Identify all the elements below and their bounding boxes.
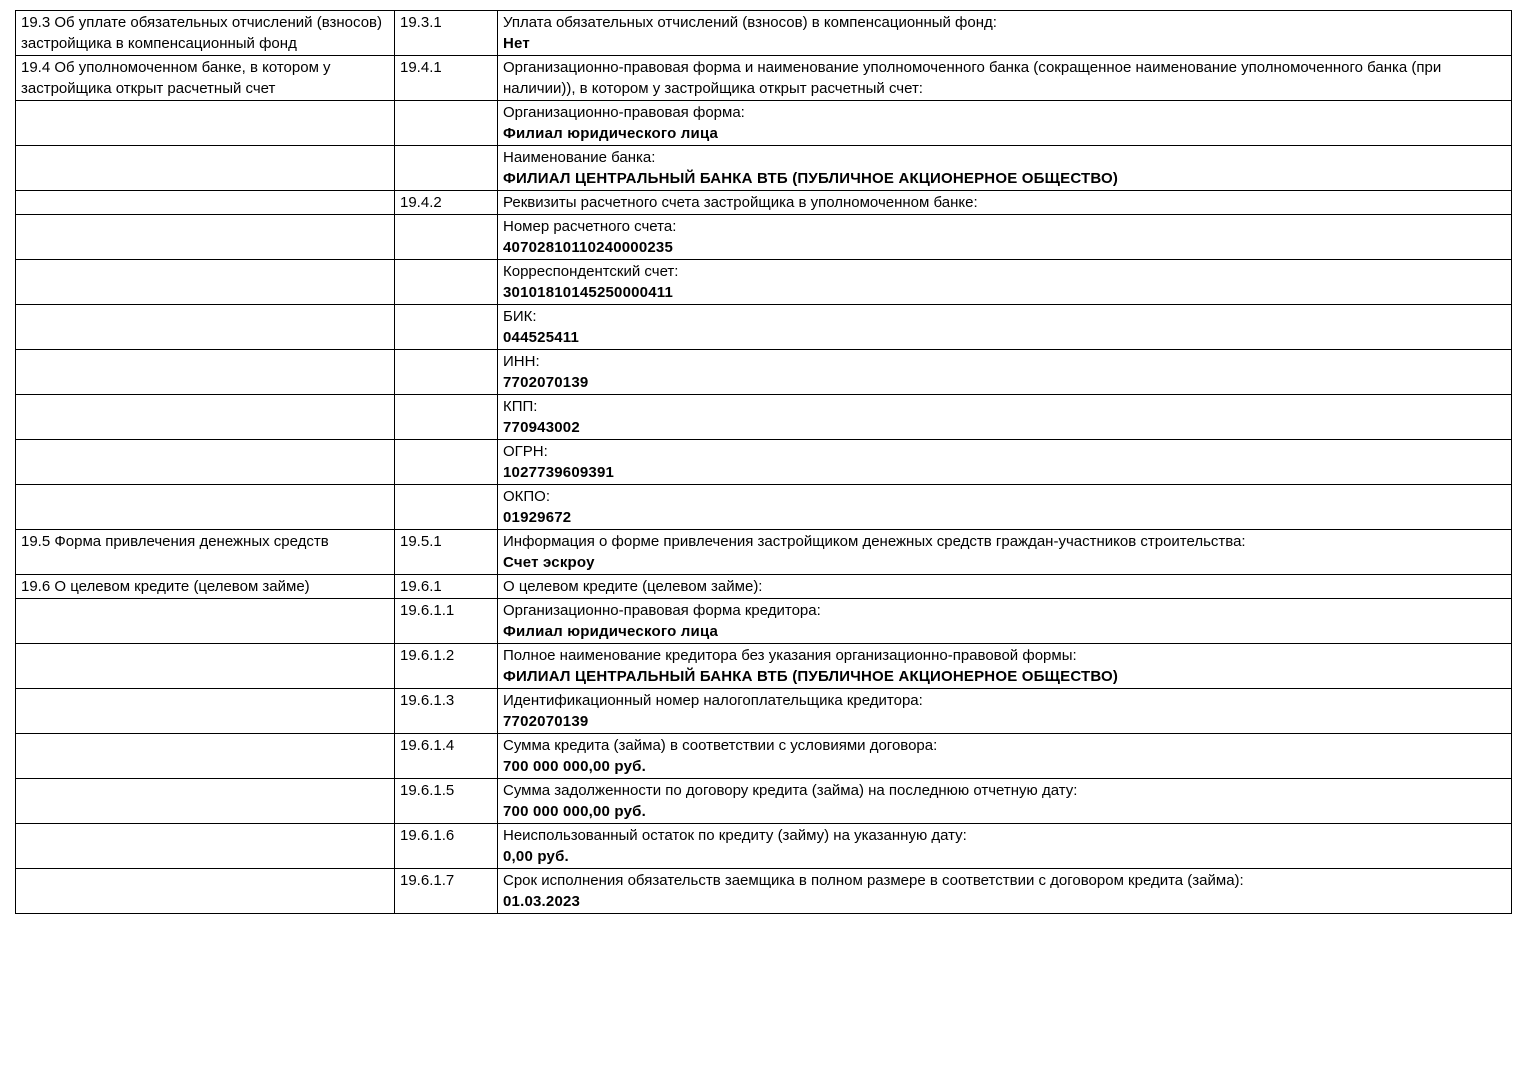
field-label: О целевом кредите (целевом займе):	[503, 578, 763, 595]
field-label: Наименование банка:	[503, 149, 656, 166]
content-cell	[498, 824, 1512, 869]
section-cell	[16, 146, 395, 191]
item-number-cell: 19.6.1.7	[395, 869, 498, 914]
table-row	[16, 191, 1512, 215]
content-cell	[498, 869, 1512, 914]
field-value: 0,00 руб.	[503, 848, 569, 865]
field-value: 770943002	[503, 419, 580, 436]
item-number-cell: 19.6.1.2	[395, 644, 498, 689]
field-label: Сумма кредита (займа) в соответствии с условиями договора:	[503, 737, 938, 754]
item-number-cell: 19.5.1	[395, 530, 498, 575]
content-cell	[498, 260, 1512, 305]
section-cell	[16, 824, 395, 869]
content-cell	[498, 734, 1512, 779]
table-row	[16, 440, 1512, 485]
content-cell	[498, 11, 1512, 56]
content-cell	[498, 779, 1512, 824]
content-cell	[498, 305, 1512, 350]
section-cell	[16, 485, 395, 530]
content-cell	[498, 101, 1512, 146]
field-label: Полное наименование кредитора без указания организационно-правовой формы:	[503, 647, 1077, 664]
field-label: ИНН:	[503, 353, 540, 370]
field-label: КПП:	[503, 398, 538, 415]
section-cell: 19.5 Форма привлечения денежных средств	[16, 530, 395, 575]
item-number-cell	[395, 101, 498, 146]
field-value: 7702070139	[503, 374, 589, 391]
field-value: 40702810110240000235	[503, 239, 674, 256]
section-cell	[16, 779, 395, 824]
content-cell	[498, 395, 1512, 440]
item-number-cell	[395, 215, 498, 260]
table-row	[16, 530, 1512, 575]
section-cell	[16, 395, 395, 440]
field-label: Корреспондентский счет:	[503, 263, 679, 280]
table-row	[16, 869, 1512, 914]
content-cell	[498, 56, 1512, 101]
table-row	[16, 689, 1512, 734]
field-label: Неиспользованный остаток по кредиту (займу) на указанную дату:	[503, 827, 967, 844]
section-cell	[16, 350, 395, 395]
section-cell	[16, 215, 395, 260]
field-value: Нет	[503, 35, 530, 52]
item-number-cell: 19.4.1	[395, 56, 498, 101]
table-row	[16, 575, 1512, 599]
section-cell	[16, 644, 395, 689]
table-row	[16, 215, 1512, 260]
field-value: 1027739609391	[503, 464, 615, 481]
table-row	[16, 101, 1512, 146]
field-label: Организационно-правовая форма и наименование уполномоченного банка (сокращенное наименование уполномоченного банка (при наличии)), в котором у застройщика открыт расчетный счет:	[503, 59, 1442, 97]
section-cell	[16, 305, 395, 350]
item-number-cell	[395, 485, 498, 530]
field-value: 700 000 000,00 руб.	[503, 803, 646, 820]
content-cell	[498, 485, 1512, 530]
field-label: Срок исполнения обязательств заемщика в полном размере в соответствии с договором кредита (займа):	[503, 872, 1244, 889]
table-row	[16, 485, 1512, 530]
field-value: ФИЛИАЛ ЦЕНТРАЛЬНЫЙ БАНКА ВТБ (ПУБЛИЧНОЕ АКЦИОНЕРНОЕ ОБЩЕСТВО)	[503, 170, 1119, 187]
section-cell	[16, 191, 395, 215]
table-row	[16, 599, 1512, 644]
content-cell	[498, 440, 1512, 485]
field-label: Сумма задолженности по договору кредита (займа) на последнюю отчетную дату:	[503, 782, 1078, 799]
item-number-cell: 19.6.1.6	[395, 824, 498, 869]
section-cell: 19.6 О целевом кредите (целевом займе)	[16, 575, 395, 599]
content-cell	[498, 530, 1512, 575]
item-number-cell	[395, 260, 498, 305]
field-label: Реквизиты расчетного счета застройщика в уполномоченном банке:	[503, 194, 978, 211]
item-number-cell	[395, 350, 498, 395]
field-value: 700 000 000,00 руб.	[503, 758, 646, 775]
field-value: Филиал юридического лица	[503, 623, 719, 640]
field-value: 01.03.2023	[503, 893, 581, 910]
item-number-cell: 19.3.1	[395, 11, 498, 56]
content-cell	[498, 146, 1512, 191]
item-number-cell: 19.6.1.5	[395, 779, 498, 824]
table-row	[16, 11, 1512, 56]
content-cell	[498, 689, 1512, 734]
field-label: Организационно-правовая форма:	[503, 104, 745, 121]
item-number-cell	[395, 305, 498, 350]
table-row	[16, 305, 1512, 350]
content-cell	[498, 215, 1512, 260]
section-cell	[16, 869, 395, 914]
field-label: ОКПО:	[503, 488, 551, 505]
section-cell	[16, 734, 395, 779]
table-row	[16, 779, 1512, 824]
declaration-table	[15, 10, 1512, 914]
field-label: Идентификационный номер налогоплательщика кредитора:	[503, 692, 923, 709]
section-cell	[16, 260, 395, 305]
field-value: 30101810145250000411	[503, 284, 674, 301]
field-label: Организационно-правовая форма кредитора:	[503, 602, 821, 619]
content-cell	[498, 191, 1512, 215]
section-cell	[16, 689, 395, 734]
content-cell	[498, 644, 1512, 689]
section-cell	[16, 599, 395, 644]
item-number-cell	[395, 395, 498, 440]
section-cell	[16, 440, 395, 485]
section-cell: 19.4 Об уполномоченном банке, в котором у застройщика открыт расчетный счет	[16, 56, 395, 101]
item-number-cell	[395, 440, 498, 485]
field-label: ОГРН:	[503, 443, 548, 460]
content-cell	[498, 575, 1512, 599]
item-number-cell: 19.6.1.3	[395, 689, 498, 734]
table-row	[16, 260, 1512, 305]
field-label: Номер расчетного счета:	[503, 218, 677, 235]
field-value: 044525411	[503, 329, 580, 346]
content-cell	[498, 599, 1512, 644]
field-value: 01929672	[503, 509, 572, 526]
item-number-cell: 19.6.1.1	[395, 599, 498, 644]
field-value: Счет эскроу	[503, 554, 595, 571]
content-cell	[498, 350, 1512, 395]
field-label: БИК:	[503, 308, 537, 325]
table-row	[16, 146, 1512, 191]
table-row	[16, 824, 1512, 869]
table-row	[16, 395, 1512, 440]
field-value: 7702070139	[503, 713, 589, 730]
field-label: Уплата обязательных отчислений (взносов) в компенсационный фонд:	[503, 14, 997, 31]
field-value: Филиал юридического лица	[503, 125, 719, 142]
section-cell: 19.3 Об уплате обязательных отчислений (взносов) застройщика в компенсационный фонд	[16, 11, 395, 56]
item-number-cell: 19.4.2	[395, 191, 498, 215]
table-row	[16, 56, 1512, 101]
table-row	[16, 350, 1512, 395]
section-cell	[16, 101, 395, 146]
field-label: Информация о форме привлечения застройщиком денежных средств граждан-участников строительства:	[503, 533, 1246, 550]
item-number-cell: 19.6.1	[395, 575, 498, 599]
item-number-cell: 19.6.1.4	[395, 734, 498, 779]
table-row	[16, 734, 1512, 779]
item-number-cell	[395, 146, 498, 191]
table-row	[16, 644, 1512, 689]
field-value: ФИЛИАЛ ЦЕНТРАЛЬНЫЙ БАНКА ВТБ (ПУБЛИЧНОЕ АКЦИОНЕРНОЕ ОБЩЕСТВО)	[503, 668, 1119, 685]
